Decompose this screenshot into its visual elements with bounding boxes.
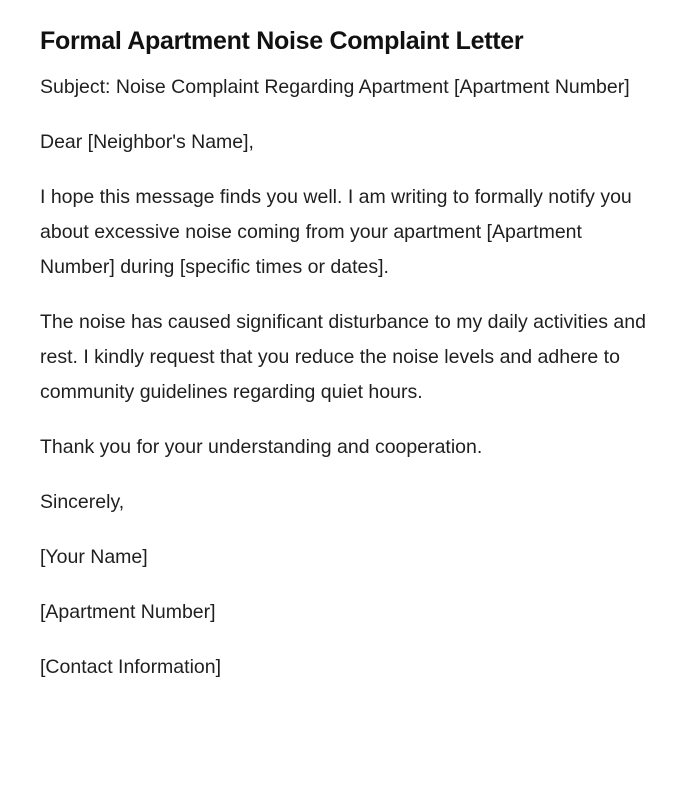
letter-sender-apartment: [Apartment Number] [40, 601, 216, 623]
letter-body-paragraph-2: The noise has caused significant disturbance to my daily activities and rest. I kindly request that you reduce the noise levels and adhere to community guidelines regarding quiet hours. [40, 311, 646, 403]
letter-title: Formal Apartment Noise Complaint Letter [40, 27, 524, 55]
letter-sender-contact: [Contact Information] [40, 656, 222, 678]
letter-thanks: Thank you for your understanding and cooperation. [40, 436, 483, 458]
letter-salutation: Dear [Neighbor's Name], [40, 131, 254, 153]
letter-sender-name: [Your Name] [40, 546, 148, 568]
letter-body-paragraph-1: I hope this message finds you well. I am writing to formally notify you about excessive noise coming from your apartment [Apartment Number] during [specific times or dates]. [40, 186, 632, 278]
letter-subject: Subject: Noise Complaint Regarding Apartment [Apartment Number] [40, 76, 630, 98]
letter-closing: Sincerely, [40, 491, 125, 513]
